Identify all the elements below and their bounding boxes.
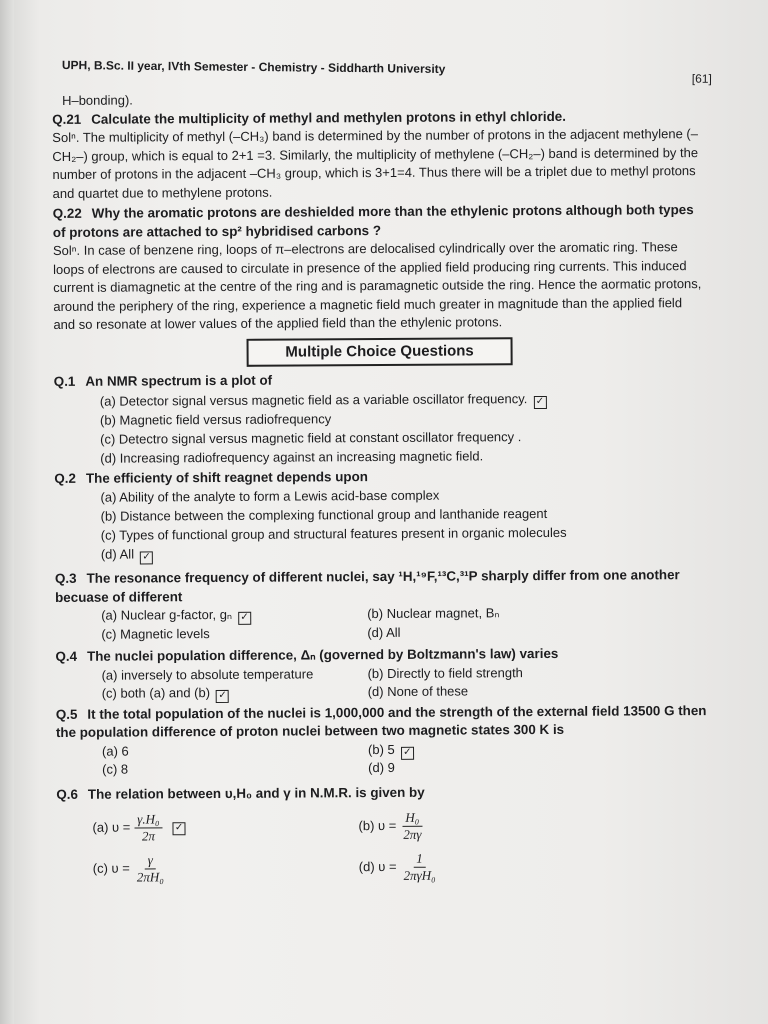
mcq-question-2: Q.2 The efficienty of shift reagnet depends upon (a) Ability of the analyte to form a Lewis acid-base complex (b) Distance between the complexing functional group and lanthanide reagent (c) Types of functional group and structural features present in organic molecules (d) All ✓ (54, 466, 707, 564)
option-c: (c) Types of functional group and structural features present in organic molecules (100, 524, 567, 543)
checked-box-icon: ✓ (140, 551, 153, 564)
carry-over-line: H–bonding). (62, 92, 133, 108)
option-b: (b) Directly to field strength (367, 664, 523, 681)
mcq-question-3: Q.3 The resonance frequency of different nuclei, say ¹H,¹⁹F,¹³C,³¹P sharply differ from one another becuase of different (a) Nuclear g-factor, gₙ ✓ (b) Nuclear magnet, Bₙ (c) Magnetic levels (d) All (55, 566, 707, 644)
option-c: (c) both (a) and (b) ✓ (102, 683, 368, 703)
option-a: (a) υ = $\frac{\text{γ.H₀}}{2\pi}$ ✓ (92, 810, 358, 845)
checked-box-icon: ✓ (401, 746, 414, 759)
option-b: (b) υ = $\frac{\text{H₀}}{2\pi\gamma}$ (358, 809, 422, 842)
option-a: (a) Detector signal versus magnetic field as a variable oscillator frequency. ✓ (100, 388, 706, 411)
option-c: (c) Magnetic levels (101, 625, 210, 642)
option-a: (a) inversely to absolute temperature (101, 665, 314, 683)
option-b: (b) Magnetic field versus radiofrequency (99, 410, 332, 428)
option-d: (d) All (367, 624, 401, 640)
mcq-question-5: Q.5 It the total population of the nuclei is 1,000,000 and the strength of the external field 13500 G then the population difference of proton nuclei between two magnetic states 300 K is (a) 6 (b) 5 ✓ (c) 8 (d) 9 (56, 702, 708, 780)
option-b: (b) 5 ✓ (368, 739, 668, 759)
page-number: [61] (691, 71, 712, 86)
checked-box-icon: ✓ (533, 395, 546, 408)
option-a: (a) Nuclear g-factor, gₙ ✓ (101, 605, 367, 625)
option-d: (d) Increasing radiofrequency against an increasing magnetic field. (100, 447, 484, 466)
option-d: (d) All ✓ (101, 541, 707, 564)
checked-box-icon: ✓ (173, 822, 186, 835)
checked-box-icon: ✓ (238, 612, 251, 625)
checked-box-icon: ✓ (216, 690, 229, 703)
page-body (52, 88, 709, 886)
option-c: (c) 8 (102, 761, 129, 777)
question-22: Q.22 Why the aromatic protons are deshielded more than the ethylenic protons although both types of protons are attached to sp² hybridised carbons ? (52, 202, 694, 240)
option-c: (c) υ = $\frac{\gamma}{\text{2πH₀}}$ (92, 852, 164, 885)
option-a: (a) Ability of the analyte to form a Lewis acid-base complex (100, 487, 440, 505)
solution-22: Solⁿ. In case of benzene ring, loops of π–electrons are delocalised cylindrically over the aromatic ring. These loops of electrons are caused to circulate in presence of the applied field producing ring currents. This induced current is diamagnetic at the centre of the ring and is paramagnetic outside the ring. Hence the aormatic protons, around the periphery of the ring, experience a magnetic field much greater in magnitude than the applied field and so resonate at lower values of the applied field than the ethylenic protons. (52, 239, 702, 332)
solution-21: Solⁿ. The multiplicity of methyl (–CH₃) band is determined by the number of protons in the adjacent methylene (–CH₂–) group, which is equal to 2+1 =3. Similarly, the multiplicity of methylene (–CH₂–) band is determined by the number of protons in the adjacent –CH₃ group, which is 3+1=4. Thus there will be a triplet due to methyl protons and quartet due to methylene protons. (52, 126, 699, 201)
question-21: Q.21 Calculate the multiplicity of methyl and methylen protons in ethyl chloride. (52, 108, 566, 127)
mcq-question-6: Q.6 The relation between υ,H₀ and γ in N.M.R. is given by (a) υ = $\frac{\text{γ.H₀}}{2\pi}$ ✓ (b) υ = $\frac{\text{H₀}}{2\pi\gamma}$ (c) υ = $\frac{\gamma}{\text{2πH₀}}$ (d) υ = $\frac{1}{\text{2πγH₀}}$ (56, 782, 709, 886)
book-spine-shadow (0, 0, 14, 1024)
option-c: (c) Detectro signal versus magnetic field at constant oscillator frequency . (100, 428, 522, 447)
option-d: (d) 9 (368, 759, 395, 776)
option-b: (b) Nuclear magnet, Bₙ (367, 605, 500, 622)
mcq-section-title: Multiple Choice Questions (247, 337, 513, 367)
option-b: (b) Distance between the complexing functional group and lanthanide reagent (100, 505, 548, 524)
header-title: UPH, B.Sc. II year, IVth Semester - Chemistry - Siddharth University (61, 58, 446, 77)
mcq-question-4: Q.4 The nuclei population difference, Δₙ (governed by Boltzmann's law) varies (a) inversely to absolute temperature (b) Directly to field strength (c) both (a) and (b) ✓ (d) None of these (55, 644, 707, 703)
running-header (62, 58, 712, 87)
option-a: (a) 6 (101, 743, 129, 759)
option-d: (d) None of these (367, 683, 469, 700)
mcq-question-1: Q.1 An NMR spectrum is a plot of (a) Detector signal versus magnetic field as a variable oscillator frequency. ✓ (b) Magnetic field versus radiofrequency (c) Detectro signal versus magnetic field at constant oscillator frequency . (d) Increasing radiofrequency against an increasing magnetic field. (54, 369, 707, 467)
option-d: (d) υ = $\frac{1}{\text{2πγH₀}}$ (358, 850, 436, 883)
